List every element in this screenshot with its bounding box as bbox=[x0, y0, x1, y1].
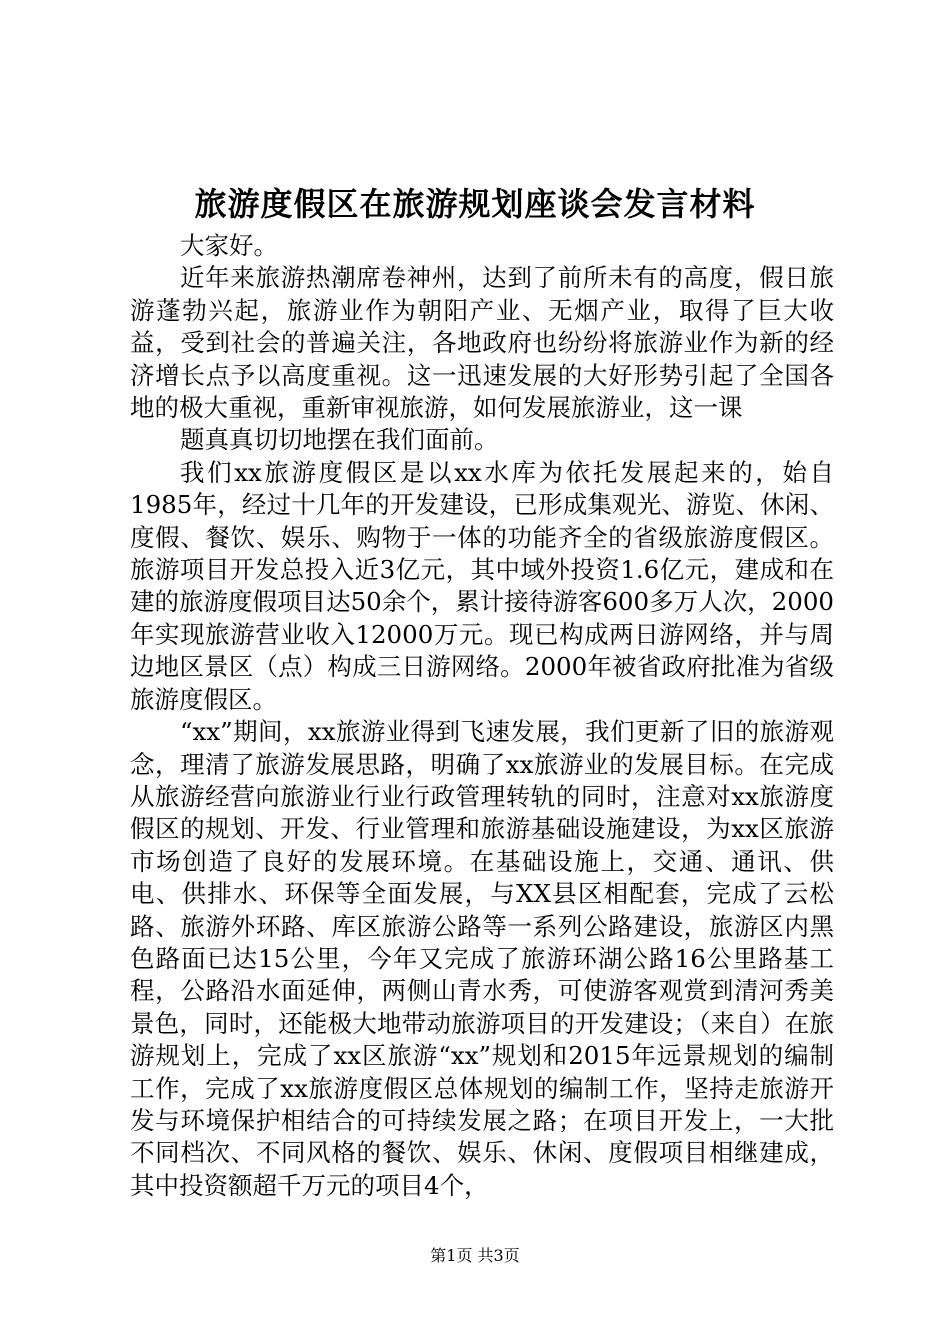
greeting-paragraph: 大家好。 bbox=[180, 231, 278, 260]
body-paragraph: 我们xx旅游度假区是以xx水库为依托发展起来的，始自1985年，经过十几年的开发建设，已形成集观光、游览、休闲、度假、餐饮、娱乐、购物于一体的功能齐全的省级旅游度假区。旅游项目开发总投入近3亿元，其中域外投资1.6亿元，建成和在建的旅游度假项目达50余个，累计接待游客600多万人次，2000年实现旅游营业收入12000万元。现已构成两日游网络，并与周边地区景区（点）构成三日游网络。2000年被省政府批准为省级旅游度假区。 bbox=[130, 457, 834, 714]
document-title: 旅游度假区在旅游规划座谈会发言材料 bbox=[194, 185, 756, 223]
body-paragraph: 近年来旅游热潮席卷神州，达到了前所未有的高度，假日旅游蓬勃兴起，旅游业作为朝阳产业、无烟产业，取得了巨大收益，受到社会的普遍关注，各地政府也纷纷将旅游业作为新的经济增长点予以高度重视。这一迅速发展的大好形势引起了全国各地的极大重视，重新审视旅游，如何发展旅游业，这一课 bbox=[130, 263, 834, 423]
body-paragraph: “xx”期间，xx旅游业得到飞速发展，我们更新了旧的旅游观念，理清了旅游发展思路，明确了xx旅游业的发展目标。在完成从旅游经营向旅游业行业行政管理转轨的同时，注意对xx旅游度假区的规划、开发、行业管理和旅游基础设施建设，为xx区旅游市场创造了良好的发展环境。在基础设施上，交通、通讯、供电、供排水、环保等全面发展，与XX县区相配套，完成了云松路、旅游外环路、库区旅游公路等一系列公路建设，旅游区内黑色路面已达15公里，今年又完成了旅游环湖公路16公里路基工程，公路沿水面延伸，两侧山青水秀，可使游客观赏到清河秀美景色，同时，还能极大地带动旅游项目的开发建设；（来自）在旅游规划上，完成了xx区旅游“xx”规划和2015年远景规划的编制工作，完成了xx旅游度假区总体规划的编制工作，坚持走旅游开发与环境保护相结合的可持续发展之路；在项目开发上，一大批不同档次、不同风格的餐饮、娱乐、休闲、度假项目相继建成，其中投资额超千万元的项目4个， bbox=[130, 717, 834, 1200]
document-body bbox=[130, 230, 834, 1202]
page-footer: 第1页 共3页 bbox=[430, 1246, 520, 1265]
body-paragraph: 题真真切切地摆在我们面前。 bbox=[180, 425, 499, 455]
